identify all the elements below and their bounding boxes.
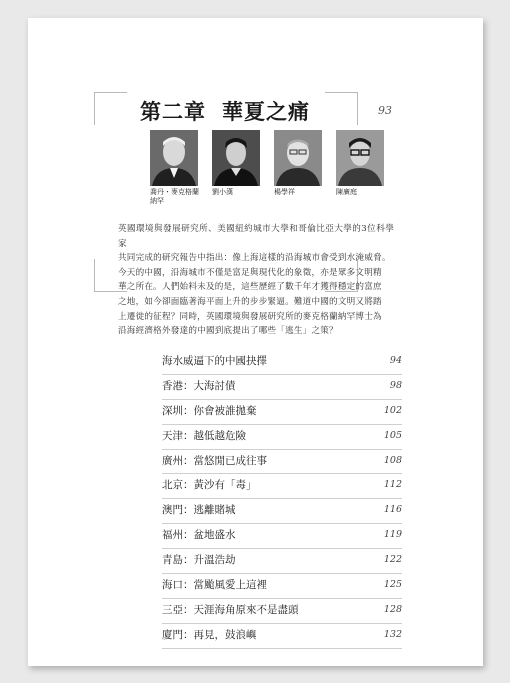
chapter-name: 華夏之痛 — [222, 99, 310, 124]
toc-page: 108 — [383, 454, 402, 466]
portrait-caption-4: 陳廣庭 — [336, 188, 357, 196]
toc-entry[interactable] — [162, 375, 402, 400]
toc-title: 青島：升溫浩劫 — [162, 554, 236, 567]
toc-page: 132 — [383, 628, 402, 640]
toc-page: 116 — [383, 504, 402, 516]
toc-entry[interactable] — [162, 450, 402, 475]
toc-page: 119 — [383, 529, 402, 541]
toc-entry[interactable] — [162, 400, 402, 425]
toc-page: 128 — [383, 603, 402, 615]
toc-entry[interactable] — [162, 499, 402, 524]
portrait-row — [150, 130, 380, 212]
toc-title: 福州：盆地盛水 — [162, 529, 236, 542]
portrait-icon — [150, 130, 198, 186]
toc-entry[interactable] — [162, 524, 402, 549]
toc-title: 香港：大海討債 — [162, 379, 236, 392]
toc-title: 海口：當颱風愛上這裡 — [162, 579, 267, 592]
toc-entry[interactable] — [162, 425, 402, 450]
intro-line: 沿海經濟格外發達的中國到底提出了哪些「逃生」之策？ — [118, 326, 338, 337]
intro-line: 共同完成的研究報告中指出：像上海這樣的沿海城市會受到水淹威脅。 — [118, 253, 391, 264]
portrait-caption-3: 楊學祥 — [274, 188, 295, 196]
portrait-caption-1: 喬丹・麥克格蘭納罕 — [150, 188, 199, 205]
toc-title: 深圳：你會被誰拋棄 — [162, 404, 257, 417]
toc-title: 三亞：天涯海角原來不是盡頭 — [162, 603, 299, 616]
portrait-caption-2: 劉小漢 — [212, 188, 233, 196]
toc-title: 海水威逼下的中國抉擇 — [162, 355, 267, 367]
toc-entry[interactable] — [162, 474, 402, 499]
chapter-label: 第二章 — [140, 99, 206, 124]
page-number: 93 — [378, 104, 392, 117]
toc-page: 122 — [383, 554, 402, 566]
toc-page: 105 — [383, 429, 402, 441]
table-of-contents — [162, 350, 402, 649]
portrait-2 — [212, 130, 260, 186]
toc-page: 102 — [383, 404, 402, 416]
toc-title: 廣州：當悠閒已成往事 — [162, 454, 267, 467]
intro-line: 英國環境與發展研究所、美國紐約城市大學和哥倫比亞大學的3位科學家 — [118, 224, 394, 249]
chapter-title — [140, 96, 400, 126]
intro-line: 之地，如今卻面臨著海平面上升的步步緊逼。難道中國的文明又將踏 — [118, 296, 382, 307]
intro-line: 上遷徙的征程？同時，英國環境與發展研究所的麥克格蘭納罕博士為 — [118, 311, 382, 322]
portrait-1 — [150, 130, 198, 186]
toc-entry[interactable] — [162, 574, 402, 599]
toc-entry[interactable] — [162, 350, 402, 375]
portrait-3 — [274, 130, 322, 186]
portrait-icon — [336, 130, 384, 186]
toc-entry[interactable] — [162, 599, 402, 624]
chapter-intro — [118, 222, 394, 339]
toc-title: 北京：黃沙有「毒」 — [162, 479, 257, 492]
toc-entry[interactable] — [162, 624, 402, 649]
portrait-4 — [336, 130, 384, 186]
toc-page: 98 — [389, 379, 402, 391]
toc-title: 澳門：逃離賭城 — [162, 504, 236, 517]
portrait-icon — [212, 130, 260, 186]
toc-page: 125 — [383, 579, 402, 591]
intro-line: 華之所在。人們始料未及的是，這些歷經了數千年才獲得穩定的富庶 — [118, 282, 382, 293]
intro-line: 今天的中國，沿海城市不僅是富足與現代化的象徵，亦是眾多文明精 — [118, 267, 382, 278]
portrait-icon — [274, 130, 322, 186]
toc-entry[interactable] — [162, 549, 402, 574]
toc-page: 94 — [389, 355, 402, 366]
toc-page: 112 — [383, 479, 402, 491]
toc-title: 天津：越低越危險 — [162, 429, 246, 442]
toc-title: 廈門：再見，鼓浪嶼 — [162, 628, 257, 641]
